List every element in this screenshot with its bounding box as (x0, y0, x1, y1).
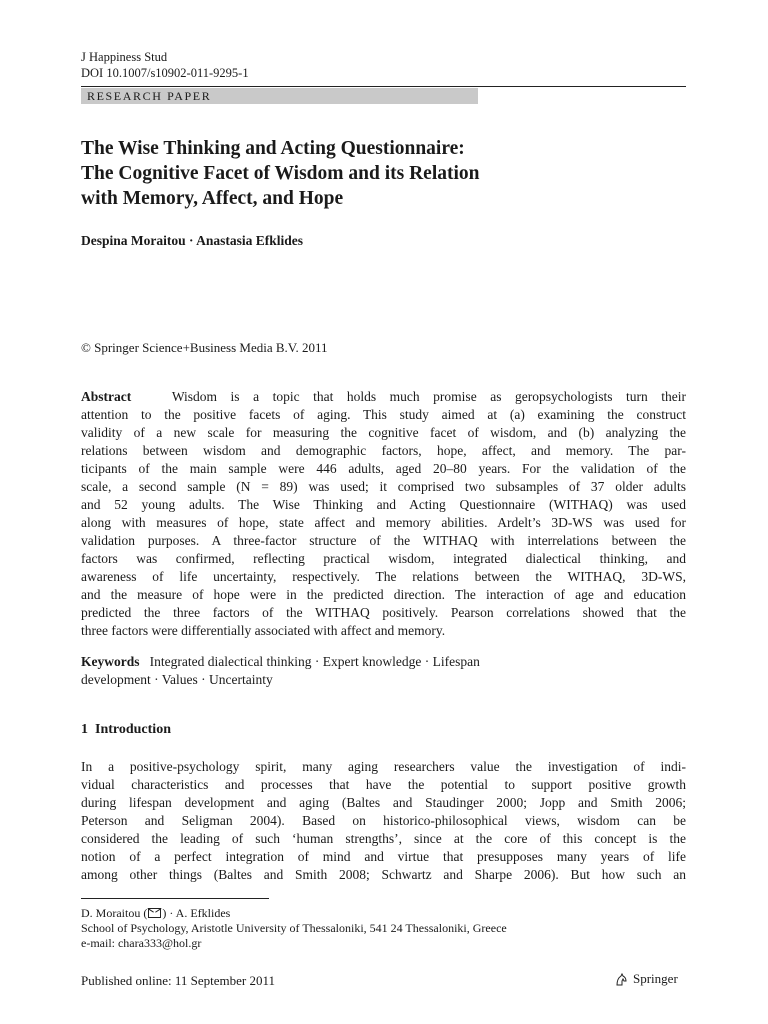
publisher-name: Springer (633, 971, 678, 986)
footnote (81, 906, 507, 951)
abstract-line: validation purposes. A three-factor structure of the WITHAQ with interrelations between the (81, 533, 686, 548)
affiliation: School of Psychology, Aristotle University of Thessaloniki, 541 24 Thessaloniki, Greece (81, 921, 507, 935)
keywords-heading: Keywords (81, 654, 140, 669)
keywords-line: Integrated dialectical thinking · Expert knowledge · Lifespan (149, 654, 480, 669)
abstract-heading: Abstract (81, 389, 132, 404)
abstract-line: scale, a second sample (N = 89) was used; it comprised two subsamples of 37 older adults (81, 479, 686, 494)
publisher-logo (614, 971, 678, 987)
intro-line: during lifespan development and aging (Baltes and Staudinger 2000; Jopp and Smith 2006; (81, 795, 686, 810)
intro-line: In a positive-psychology spirit, many aging researchers value the investigation of indi- (81, 759, 686, 774)
title-line: with Memory, Affect, and Hope (81, 188, 344, 209)
email: e-mail: chara333@hol.gr (81, 936, 202, 950)
section-heading (81, 722, 171, 738)
footnote-rule (81, 898, 269, 899)
abstract-line: attention to the positive facets of aging. This study aimed at (a) examining the construct (81, 407, 686, 422)
abstract-line: factors was confirmed, reflecting practical wisdom, integrated dialectical thinking, and (81, 551, 686, 566)
abstract-line: and the measure of hope were in the predicted direction. The interaction of age and education (81, 587, 686, 602)
abstract-line: validity of a new scale for measuring the cognitive facet of wisdom, and (b) analyzing the (81, 425, 686, 440)
doi: DOI 10.1007/s10902-011-9295-1 (81, 66, 249, 80)
title-line: The Cognitive Facet of Wisdom and its Relation (81, 163, 480, 184)
abstract-line: relations between wisdom and demographic factors, hope, affect, and memory. The par- (81, 443, 686, 458)
introduction-paragraph (81, 758, 686, 884)
abstract-line: Wisdom is a topic that holds much promise as geropsychologists turn their (171, 389, 687, 404)
keywords (81, 653, 686, 689)
springer-horse-icon (614, 972, 629, 987)
abstract-line: three factors were differentially associated with affect and memory. (81, 623, 446, 638)
envelope-icon (148, 908, 161, 918)
coauthor: ) · A. Efklides (162, 906, 231, 920)
title-line: The Wise Thinking and Acting Questionnaire: (81, 138, 465, 159)
paper-title (81, 136, 686, 211)
keywords-line: development · Values · Uncertainty (81, 672, 273, 687)
abstract (81, 388, 686, 640)
article-type-label: RESEARCH PAPER (81, 88, 478, 104)
abstract-line: along with measures of hope, state affect and memory abilities. Ardelt’s 3D-WS was used for (81, 515, 686, 530)
section-number: 1 (81, 722, 88, 737)
intro-line: Peterson and Seligman 2004). Based on historico-philosophical views, wisdom can be (81, 813, 686, 828)
authors: Despina Moraitou · Anastasia Efklides (81, 233, 304, 248)
intro-line: notion of a perfect integration of mind and virtue that presupposes many years of life (81, 849, 686, 864)
journal-name: J Happiness Stud (81, 50, 168, 64)
abstract-line: and 52 young adults. The Wise Thinking and Acting Questionnaire (WITHAQ) was used (81, 497, 686, 512)
abstract-line: awareness of life uncertainty, respectively. The relations between the WITHAQ, 3D-WS, (81, 569, 686, 584)
section-title: Introduction (95, 722, 171, 737)
header-rule (81, 86, 686, 87)
copyright: © Springer Science+Business Media B.V. 2011 (81, 340, 328, 355)
intro-line: vidual characteristics and processes that have the potential to support positive growth (81, 777, 686, 792)
published-date: Published online: 11 September 2011 (81, 973, 276, 988)
corresponding-author: D. Moraitou ( (81, 906, 148, 920)
intro-line: among other things (Baltes and Smith 2008; Schwartz and Sharpe 2006). But how such an (81, 867, 686, 882)
intro-line: considered the leading of such ‘human strengths’, since at the core of this concept is the (81, 831, 686, 846)
abstract-line: ticipants of the main sample were 446 adults, aged 20–80 years. For the validation of the (81, 461, 686, 476)
abstract-line: predicted the three factors of the WITHAQ positively. Pearson correlations showed that the (81, 605, 686, 620)
